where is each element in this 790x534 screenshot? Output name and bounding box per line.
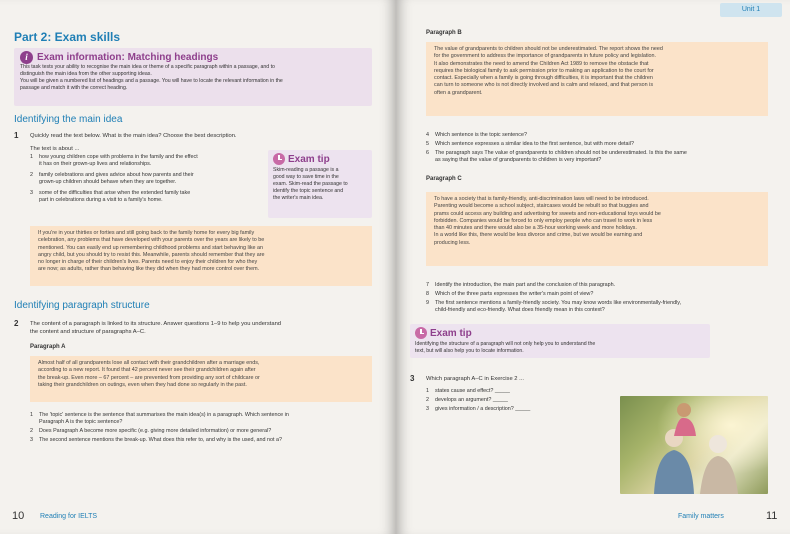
- passage-line: can turn to someone who is not directly involved and is calm and relaxed, and that person is: [434, 82, 654, 89]
- passage-line: the break-up. Even more – 67 percent – are prevented from providing any sort of childcare or: [38, 374, 260, 381]
- passage-line: taking their grandchildren on outings, even when they had done so regularly in the past.: [38, 381, 247, 388]
- question-text: Which paragraph A–C in Exercise 2 ...: [426, 376, 524, 382]
- paragraph-b-passage: [426, 42, 768, 116]
- answer-option[interactable]: 2 develops an argument? _____: [426, 397, 508, 403]
- exam-tip-title: Exam tip: [288, 153, 330, 165]
- tip-line: identify the topic sentence and: [273, 188, 344, 194]
- clock-icon: [273, 153, 285, 165]
- passage-line: are now; as adults, rather than behaving like they did when they had more control over them.: [38, 266, 260, 273]
- exam-information-box: [14, 48, 372, 106]
- paragraph-b-label: Paragraph B: [426, 30, 462, 36]
- passage-line: celebration, any problems that have developed with your parents over the years are likely to be: [38, 237, 265, 244]
- unit-tab: Unit 1: [720, 3, 782, 17]
- passage-line: Parenting would become a school subject, staircases would be rebuilt so that buggies and: [434, 203, 649, 210]
- passage-line: often a grandparent.: [434, 89, 483, 96]
- clock-icon: [415, 327, 427, 339]
- book-title-footer: Reading for IELTS: [40, 513, 98, 520]
- reading-passage: [30, 226, 372, 286]
- question-number: 1: [14, 131, 19, 140]
- info-line: You will be given a numbered list of headings and a passage. You will have to locate the relevant information in the: [20, 78, 283, 84]
- passage-line: mentioned. You can easily end up remembering childhood problems and start behaving like an: [38, 244, 264, 251]
- passage-line: In a world like this, there would be less divorce and crime, but we would be earning and: [434, 232, 643, 239]
- question-item: 7 Identify the introduction, the main part and the conclusion of this paragraph.: [426, 282, 616, 288]
- text-intro: The text is about ...: [30, 146, 80, 152]
- passage-line: producing less.: [434, 239, 471, 246]
- option-item: 3 some of the difficulties that arise when the extended family take part in celebrations during a visit to a family's home.: [30, 190, 191, 203]
- passage-line: requires the biological family to ask permission prior to making an application to the court for: [434, 67, 654, 74]
- passage-line: no longer in charge of their children's lives. Parents need to enjoy their children for who they: [38, 259, 258, 266]
- question-item: 8 Which of the three parts expresses the writer's main point of view?: [426, 291, 594, 297]
- passage-line: If you're in your thirties or forties and still going back to the family home for every big family: [38, 230, 255, 236]
- tip-line: Identifying the structure of a paragraph will not only help you to understand the: [415, 341, 596, 347]
- exam-tip-box: [410, 324, 710, 358]
- exam-tip-box: [268, 150, 372, 218]
- question-item: 1 The 'topic' sentence is the sentence that summarises the main idea(s) in a paragraph. Which sentence in Paragraph A is the topic sentence?: [30, 412, 289, 425]
- info-icon: i: [20, 51, 33, 64]
- paragraph-a-label: Paragraph A: [30, 344, 66, 350]
- passage-line: To have a society that is family-friendly, anti-discrimination laws will need to be introduced.: [434, 196, 649, 202]
- passage-line: than 40 minutes and there would also be a 35-hour working week and more holidays.: [434, 225, 637, 232]
- right-page: [396, 0, 790, 534]
- question-text: The content of a paragraph is linked to its structure. Answer questions 1–9 to help you understand the content and structure of paragraphs A–C.: [30, 321, 282, 335]
- question-item: 6 The paragraph says The value of grandparents to children should not be underestimated. Is this the same as saying that the value of grandparents to children is very important?: [426, 150, 687, 163]
- section-title: Part 2: Exam skills: [14, 30, 121, 44]
- passage-line: for the government to address the importance of grandparents in future policy and legislation.: [434, 53, 657, 60]
- paragraph-c-label: Paragraph C: [426, 176, 462, 182]
- question-item: 2 Does Paragraph A become more specific (e.g. giving more detailed information) or more general?: [30, 428, 272, 434]
- paragraph-a-passage: [30, 356, 372, 402]
- tip-line: text, but will also help you to locate information.: [415, 348, 524, 354]
- question-item: 4 Which sentence is the topic sentence?: [426, 132, 527, 138]
- option-item: 1 how young children cope with problems in the family and the effect it has on their grown-up lives and relationships.: [30, 154, 198, 167]
- answer-option[interactable]: 3 gives information / a description? _____: [426, 406, 531, 412]
- tip-line: the writer's main idea.: [273, 195, 324, 201]
- exam-information-title: Exam information: Matching headings: [37, 52, 219, 63]
- heading-identifying-main-idea: Identifying the main idea: [14, 114, 123, 125]
- heading-identifying-paragraph-structure: Identifying paragraph structure: [14, 300, 150, 311]
- info-line: passage and match it with the correct heading.: [20, 85, 128, 91]
- paragraph-c-passage: [426, 192, 768, 266]
- question-item: 9 The first sentence mentions a family-friendly society. You may know words like environmentally-friendly, child-friendly and eco-friendly. What does friendly mean in this context?: [426, 300, 682, 313]
- question-item: 5 Which sentence expresses a similar idea to the first sentence, but with more detail?: [426, 141, 634, 147]
- question-text: Quickly read the text below. What is the main idea? Choose the best description.: [30, 133, 237, 139]
- question-number: 3: [410, 374, 415, 383]
- exam-tip-title: Exam tip: [430, 327, 472, 339]
- grandmother-head: [709, 435, 727, 453]
- question-number: 2: [14, 319, 19, 328]
- passage-line: It also demonstrates the need to amend the Children Act 1989 to remove the obstacle that: [434, 60, 649, 67]
- page-number: 10: [12, 510, 25, 522]
- family-photo: [620, 396, 768, 494]
- passage-line: forbidden. Companies would be forced to only employ people who can travel to work in less: [434, 217, 653, 224]
- passage-line: Almost half of all grandparents lose all contact with their grandchildren after a marriage ends,: [38, 360, 260, 366]
- info-line: distinguish the main idea from the other supporting ideas.: [20, 71, 152, 77]
- tip-line: good way to save time in the: [273, 174, 339, 180]
- tip-line: exam. Skim-read the passage to: [273, 181, 348, 187]
- page-number: 11: [766, 510, 778, 522]
- child-head: [677, 403, 691, 417]
- passage-line: angry child, but you should try to resist this. Meanwhile, parents should remember that they are: [38, 251, 265, 258]
- question-item: 3 The second sentence mentions the break-up. What does this refer to, and why is the used, and not a?: [30, 437, 283, 443]
- chapter-title-footer: Family matters: [678, 513, 724, 520]
- passage-line: according to a new report. It found that 42 percent never see their grandchildren again after: [38, 367, 256, 374]
- passage-line: contact. Especially when a family is going through difficulties, it is important that the children: [434, 75, 653, 82]
- info-line: This task tests your ability to recognise the main idea or theme of a specific paragraph within a passage, and to: [20, 64, 275, 70]
- answer-option[interactable]: 1 states cause and effect? _____: [426, 388, 510, 394]
- option-item: 2 family celebrations and gives advice about how parents and their grown-up children should behave when they are together.: [30, 172, 194, 185]
- passage-line: prams could access any building and advertising for sweets and non-educational toys would be: [434, 210, 661, 217]
- passage-line: The value of grandparents to children should not be underestimated. The report shows the need: [434, 46, 663, 52]
- tip-line: Skim-reading a passage is a: [273, 167, 339, 173]
